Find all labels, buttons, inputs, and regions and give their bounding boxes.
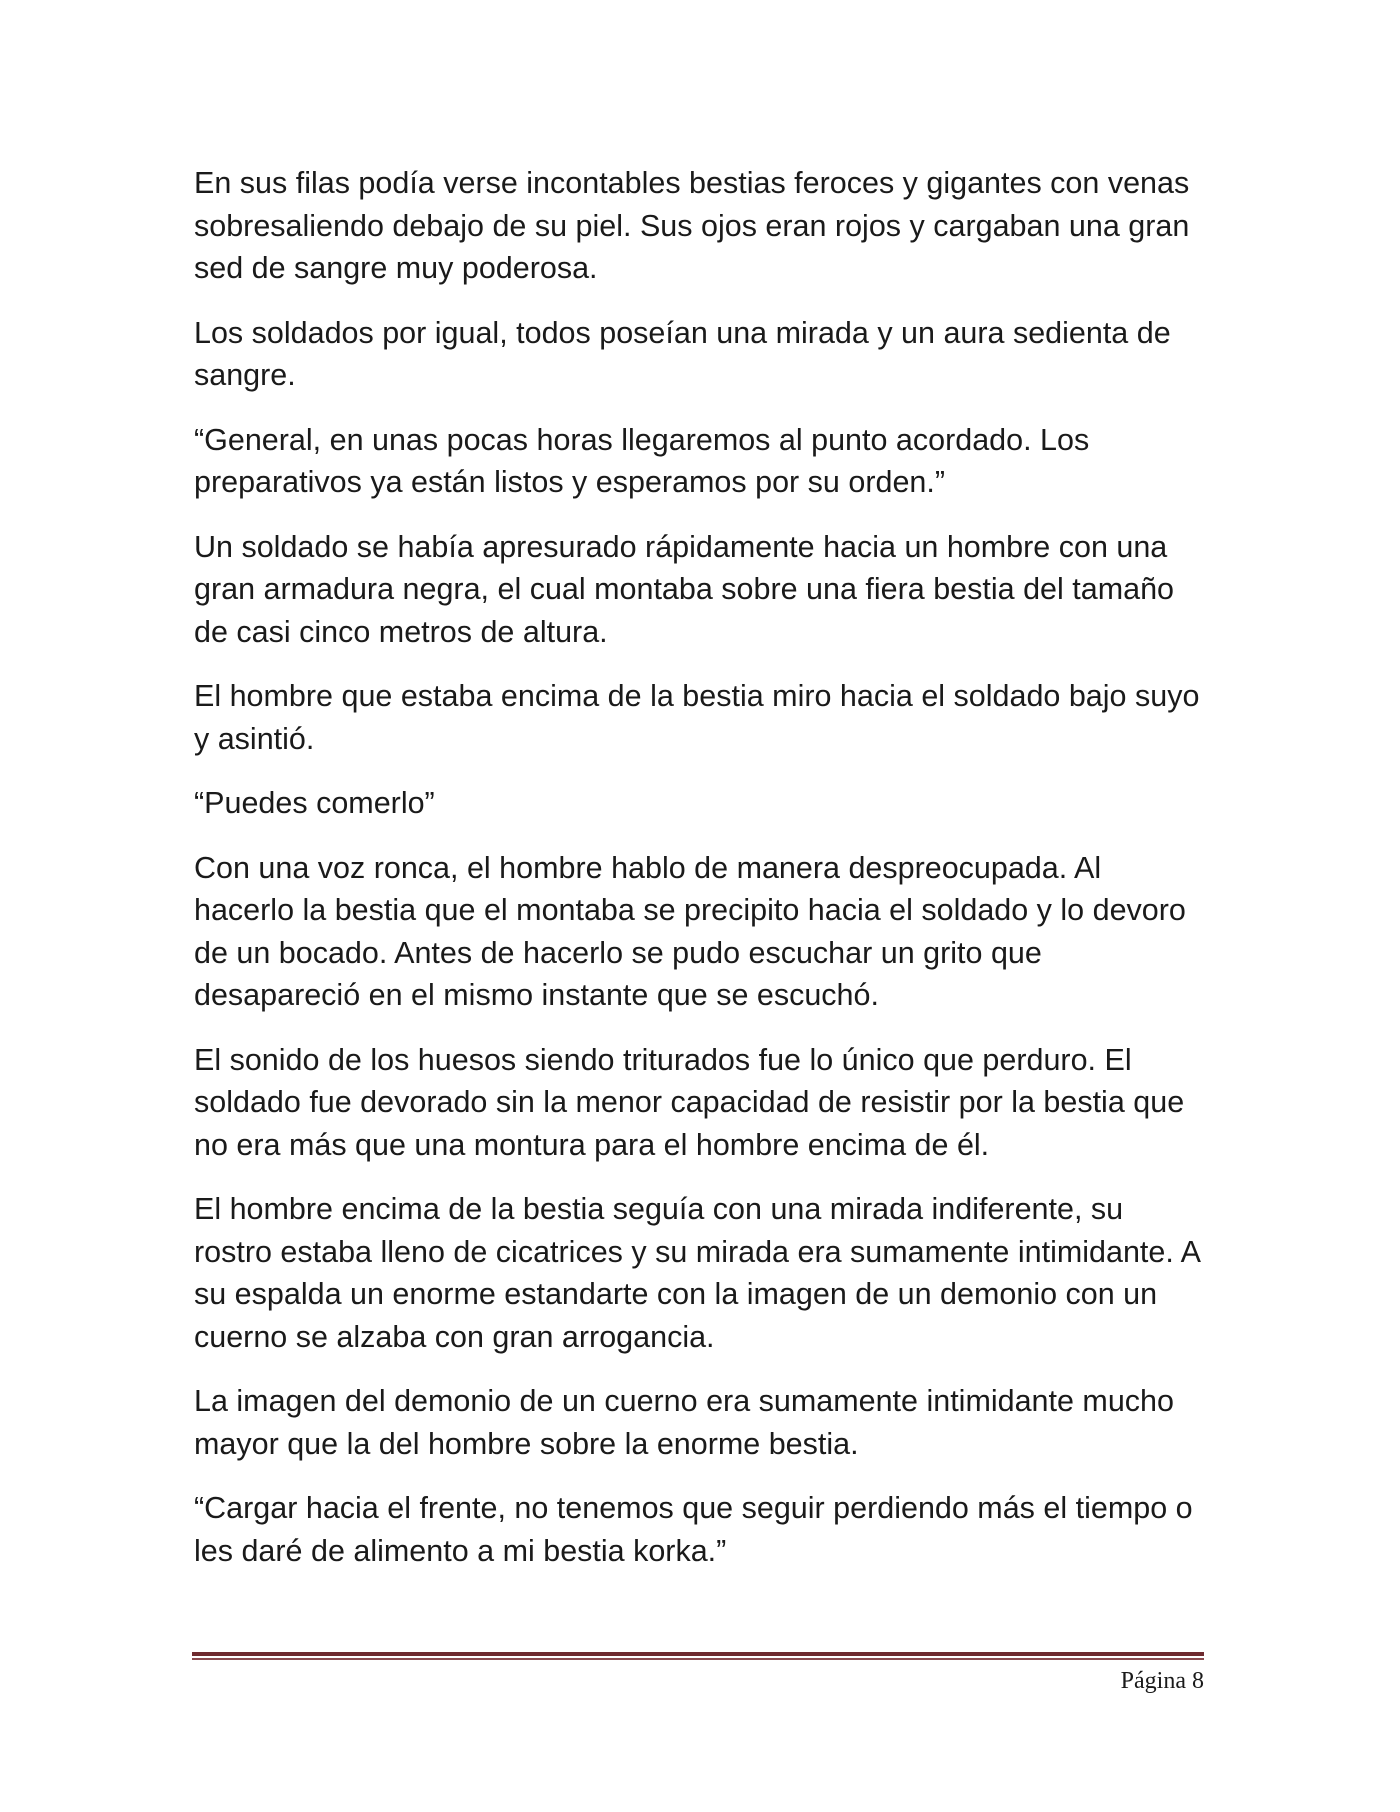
- paragraph: “Puedes comerlo”: [194, 786, 435, 820]
- paragraph: El hombre que estaba encima de la bestia miro hacia el soldado bajo suyo y asintió.: [194, 679, 1200, 756]
- footer-divider: [192, 1652, 1204, 1660]
- page-number: Página 8: [1120, 1668, 1204, 1694]
- paragraph: Con una voz ronca, el hombre hablo de manera despreocupada. Al hacerlo la bestia que el montaba se precipito hacia el soldado y lo devoro de un bocado. Antes de hacerlo se pudo escuchar un grito que desapareció en el mismo instante que se escuchó.: [194, 850, 1186, 1012]
- body-text: [194, 162, 1204, 1594]
- paragraph: “General, en unas pocas horas llegaremos al punto acordado. Los preparativos ya están listos y esperamos por su orden.”: [194, 422, 1090, 499]
- paragraph: El sonido de los huesos siendo triturados fue lo único que perduro. El soldado fue devorado sin la menor capacidad de resistir por la bestia que no era más que una montura para el hombre encima de él.: [194, 1042, 1185, 1162]
- paragraph: La imagen del demonio de un cuerno era sumamente intimidante mucho mayor que la del hombre sobre la enorme bestia.: [194, 1384, 1174, 1461]
- paragraph: Los soldados por igual, todos poseían una mirada y un aura sedienta de sangre.: [194, 315, 1171, 392]
- paragraph: En sus filas podía verse incontables bestias feroces y gigantes con venas sobresaliendo debajo de su piel. Sus ojos eran rojos y cargaban una gran sed de sangre muy poderosa.: [194, 166, 1190, 285]
- footer-divider-thin: [192, 1658, 1204, 1660]
- paragraph: El hombre encima de la bestia seguía con una mirada indiferente, su rostro estaba lleno de cicatrices y su mirada era sumamente intimidante. A su espalda un enorme estandarte con la imagen de un demonio con un cuerno se alzaba con gran arrogancia.: [194, 1192, 1200, 1354]
- paragraph: “Cargar hacia el frente, no tenemos que seguir perdiendo más el tiempo o les daré de alimento a mi bestia korka.”: [194, 1491, 1193, 1568]
- paragraph: Un soldado se había apresurado rápidamente hacia un hombre con una gran armadura negra, el cual montaba sobre una fiera bestia del tamaño de casi cinco metros de altura.: [194, 529, 1174, 649]
